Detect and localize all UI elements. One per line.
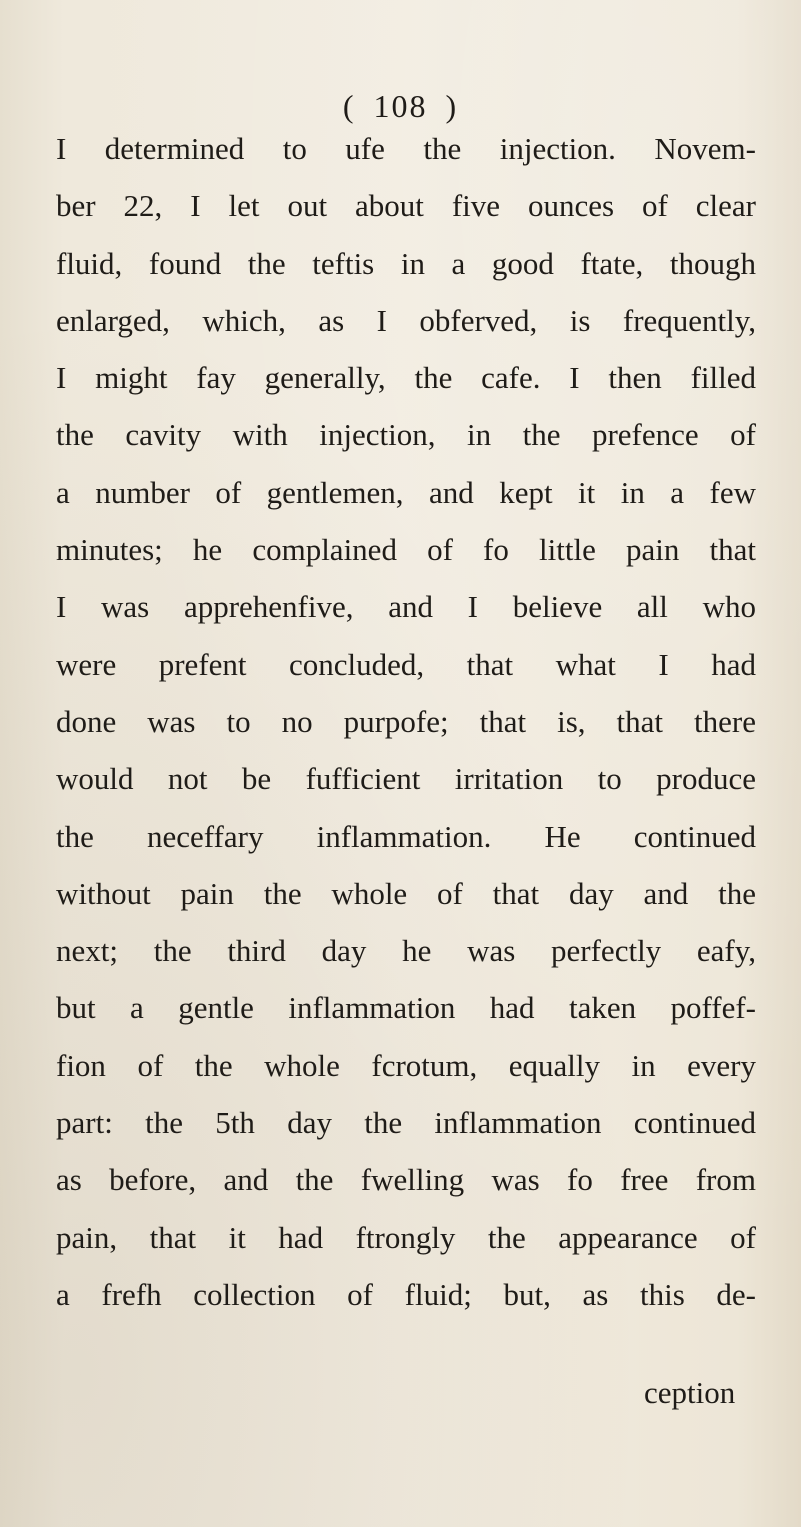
text-line: next; the third day he was perfectly eafy, — [56, 933, 756, 969]
text-line: part: the 5th day the inflammation continued — [56, 1105, 756, 1141]
text-line: I determined to ufe the injection. Novem- — [56, 131, 756, 166]
text-line: pain, that it had ftrongly the appearance of — [56, 1219, 756, 1255]
text-line: would not be fufficient irritation to produce — [56, 761, 756, 797]
text-line: I was apprehenfive, and I believe all who — [56, 589, 756, 625]
text-line: but a gentle inflammation had taken poffef- — [56, 990, 756, 1026]
body-text — [56, 120, 756, 1323]
page-number: 108 — [373, 88, 428, 124]
text-line: a frefh collection of fluid; but, as this de- — [56, 1276, 756, 1312]
text-line: fluid, found the teftis in a good ftate, though — [56, 245, 756, 281]
text-line: were prefent concluded, that what I had — [56, 646, 756, 682]
text-line: without pain the whole of that day and the — [56, 875, 756, 911]
text-line: done was to no purpofe; that is, that there — [56, 703, 756, 739]
text-line: as before, and the fwelling was fo free from — [56, 1162, 756, 1198]
text-line: the cavity with injection, in the prefence of — [56, 417, 756, 453]
text-line: ber 22, I let out about five ounces of clear — [56, 188, 756, 224]
text-line: minutes; he complained of fo little pain that — [56, 532, 756, 568]
text-line: a number of gentlemen, and kept it in a few — [56, 474, 756, 510]
text-line: I might fay generally, the cafe. I then filled — [56, 360, 756, 396]
text-line: fion of the whole fcrotum, equally in every — [56, 1047, 756, 1083]
catchword: ception — [644, 1375, 736, 1410]
text-line: enlarged, which, as I obferved, is frequently, — [56, 302, 756, 338]
text-line: the neceffary inflammation. He continued — [56, 818, 756, 854]
header-open-paren: ( — [342, 88, 356, 124]
header-close-paren: ) — [445, 88, 459, 124]
